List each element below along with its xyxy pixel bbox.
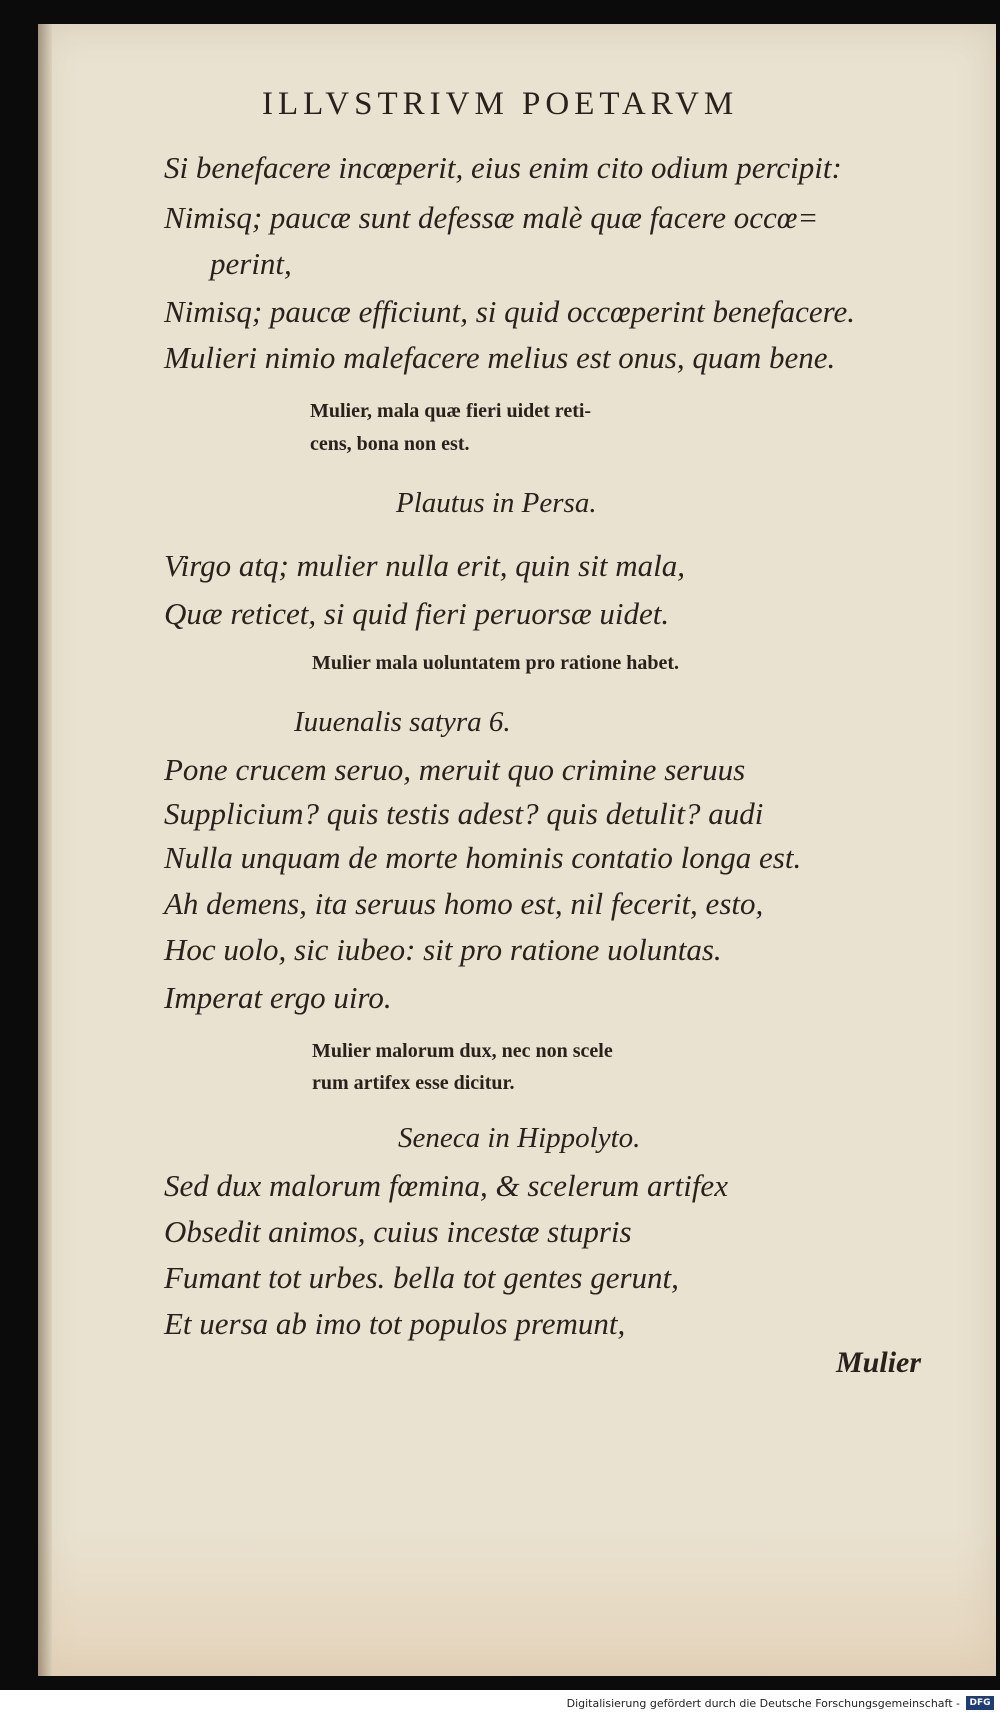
section-heading: Plautus in Persa. bbox=[396, 487, 597, 519]
section-heading: Iuuenalis satyra 6. bbox=[294, 706, 511, 738]
catchword: Mulier bbox=[836, 1346, 922, 1379]
verse-line: Obsedit animos, cuius incestæ stupris bbox=[164, 1214, 632, 1249]
verse-line: Nimisq; paucæ efficiunt, si quid occœperint benefacere. bbox=[164, 294, 856, 329]
verse-line: Supplicium? quis testis adest? quis detulit? audi bbox=[164, 796, 764, 831]
verse-line: perint, bbox=[210, 246, 292, 281]
verse-line: Nimisq; paucæ sunt defessæ malè quæ facere occœ= bbox=[164, 200, 819, 235]
verse-line: Quæ reticet, si quid fieri peruorsæ uidet. bbox=[164, 596, 670, 631]
marginal-summary: Mulier mala uoluntatem pro ratione habet. bbox=[312, 652, 680, 674]
verse-line: Virgo atq; mulier nulla erit, quin sit mala, bbox=[164, 548, 685, 583]
verse-line: Pone crucem seruo, meruit quo crimine seruus bbox=[164, 752, 746, 787]
verse-line: Imperat ergo uiro. bbox=[164, 980, 392, 1015]
marginal-summary: Mulier, mala quæ fieri uidet reti- bbox=[310, 400, 592, 422]
footer-credit: Digitalisierung gefördert durch die Deutsche Forschungsgemeinschaft - bbox=[566, 1697, 960, 1710]
verse-line: Fumant tot urbes. bella tot gentes gerunt, bbox=[164, 1260, 679, 1295]
page-gutter bbox=[38, 24, 52, 1676]
section-heading: Seneca in Hippolyto. bbox=[398, 1122, 641, 1154]
marginal-summary: Mulier malorum dux, nec non scele bbox=[312, 1040, 613, 1062]
verse-line: Sed dux malorum fœmina, & scelerum artifex bbox=[164, 1168, 728, 1203]
verse-line: Si benefacere incœperit, eius enim cito odium percipit: bbox=[164, 150, 842, 185]
verse-line: Mulieri nimio malefacere melius est onus, quam bene. bbox=[164, 340, 836, 375]
verse-line: Et uersa ab imo tot populos premunt, bbox=[164, 1306, 626, 1341]
verse-line: Nulla unquam de morte hominis contatio longa est. bbox=[164, 840, 802, 875]
verse-line: Ah demens, ita seruus homo est, nil fecerit, esto, bbox=[164, 886, 764, 921]
dfg-logo: DFG bbox=[966, 1696, 994, 1710]
verse-line: Hoc uolo, sic iubeo: sit pro ratione uoluntas. bbox=[164, 932, 722, 967]
running-head: ILLVSTRIVM POETARVM bbox=[262, 86, 739, 122]
marginal-summary: rum artifex esse dicitur. bbox=[312, 1072, 515, 1094]
marginal-summary: cens, bona non est. bbox=[310, 433, 470, 455]
